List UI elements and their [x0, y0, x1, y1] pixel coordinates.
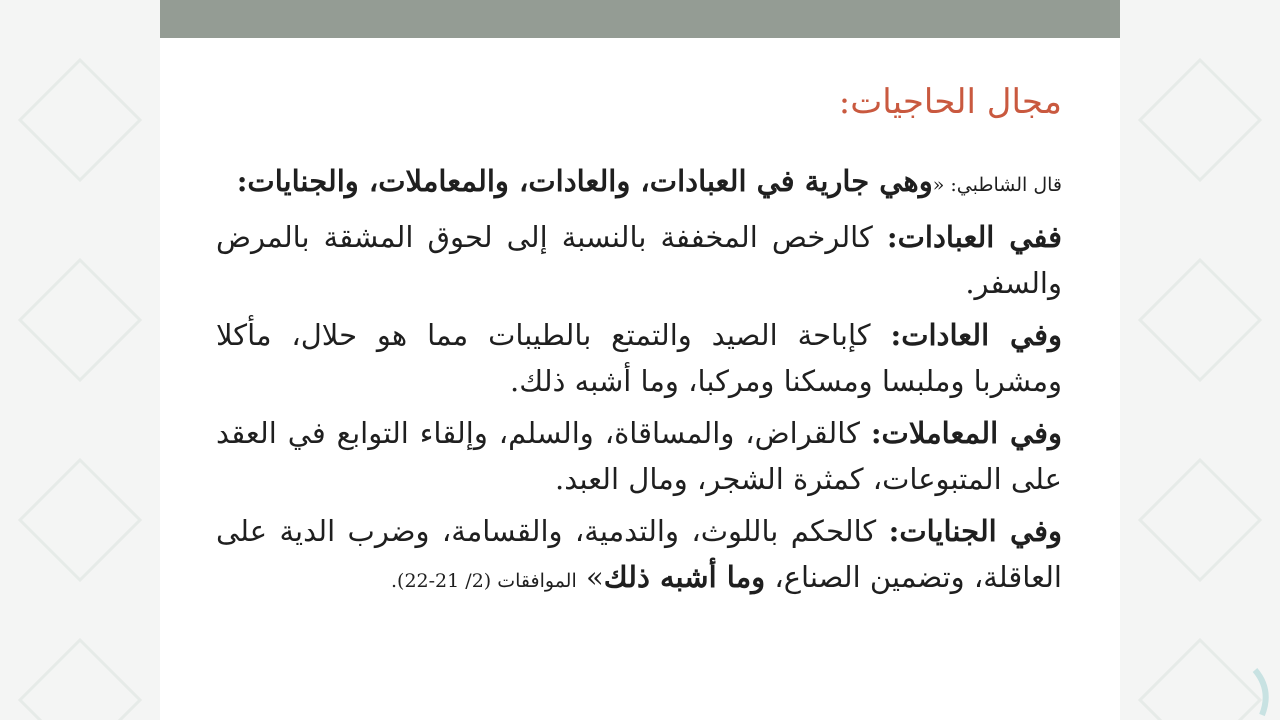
paragraph-ibadat — [216, 214, 1062, 306]
term-ibadat: ففي العبادات: — [886, 220, 1063, 254]
text-ibadat: كالرخص المخففة بالنسبة إلى لحوق المشقة بالمرض والسفر. — [216, 220, 1062, 300]
slide-header-bar — [160, 0, 1120, 38]
slide — [160, 0, 1120, 720]
quote-body: وهي جارية في العبادات، والعادات، والمعاملات، والجنايات: — [236, 164, 933, 198]
text-adat: كإباحة الصيد والتمتع بالطيبات مما هو حلال، مأكلا ومشربا وملبسا ومسكنا ومركبا، وما أشبه ذلك. — [216, 318, 1062, 398]
quote-intro: قال الشاطبي: « — [932, 174, 1062, 196]
term-jinayat: وفي الجنايات: — [888, 514, 1063, 548]
paragraph-adat — [216, 312, 1062, 404]
slide-title: مجال الحاجيات: — [838, 82, 1062, 122]
term-adat: وفي العادات: — [890, 318, 1062, 352]
paragraph-jinayat — [216, 508, 1062, 604]
ending-jinayat: وما أشبه ذلك — [603, 560, 766, 594]
term-muamalat: وفي المعاملات: — [870, 416, 1063, 450]
text-jinayat: كالحكم باللوث، والتدمية، والقسامة، وضرب الدية على العاقلة، وتضمين الصناع، — [216, 514, 1062, 594]
paragraph-muamalat — [216, 410, 1062, 502]
text-muamalat: كالقراض، والمساقاة، والسلم، وإلقاء التوابع في العقد على المتبوعات، كمثرة الشجر، ومال العبد. — [216, 416, 1062, 496]
quote-paragraph — [216, 158, 1062, 208]
slide-content — [216, 76, 1062, 610]
quote-close: » — [576, 560, 604, 594]
source-citation: الموافقات (2/ 21-22). — [390, 570, 577, 592]
